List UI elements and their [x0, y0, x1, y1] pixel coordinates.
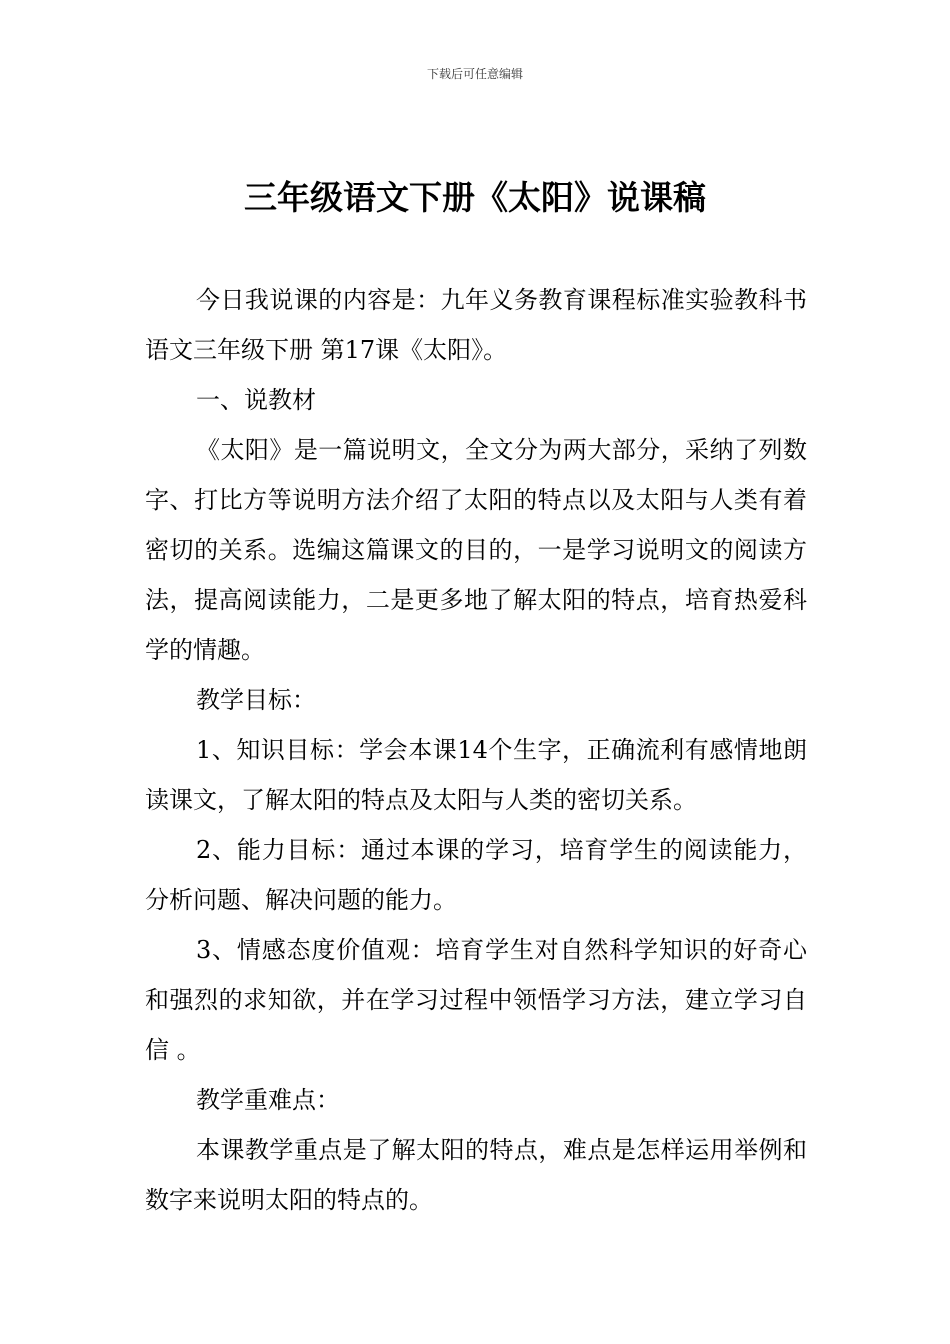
section-heading-textbook: 一、说教材: [196, 386, 316, 414]
section-heading-goals: 教学目标：: [196, 686, 316, 714]
paragraph-goal-attitude: 3、情感态度价值观：培育学生对自然科学知识的好奇心和强烈的求知欲，并在学习过程中领悟学习方法，建立学习自信 。: [145, 936, 807, 1064]
paragraph-key-points: 本课教学重点是了解太阳的特点，难点是怎样运用举例和数字来说明太阳的特点的。: [145, 1136, 807, 1214]
paragraph-goal-ability: 2、能力目标：通过本课的学习，培育学生的阅读能力，分析问题、解决问题的能力。: [145, 836, 807, 914]
header-note: 下载后可任意编辑: [426, 67, 523, 81]
section-heading-key-points: 教学重难点：: [196, 1086, 340, 1114]
document-title: 三年级语文下册《太阳》说课稿: [244, 178, 706, 217]
paragraph-textbook: 《太阳》是一篇说明文，全文分为两大部分，采纳了列数字、打比方等说明方法介绍了太阳的特点以及太阳与人类有着密切的关系。选编这篇课文的目的，一是学习说明文的阅读方法，提高阅读能力，二是更多地了解太阳的特点，培育热爱科学的情趣。: [145, 436, 807, 664]
paragraph-intro: 今日我说课的内容是：九年义务教育课程标准实验教科书语文三年级下册 第17课《太阳》。: [145, 286, 807, 364]
paragraph-goal-knowledge: 1、知识目标：学会本课14个生字，正确流利有感情地朗读课文，了解太阳的特点及太阳与人类的密切关系。: [145, 736, 807, 814]
document-body: [145, 275, 807, 1225]
